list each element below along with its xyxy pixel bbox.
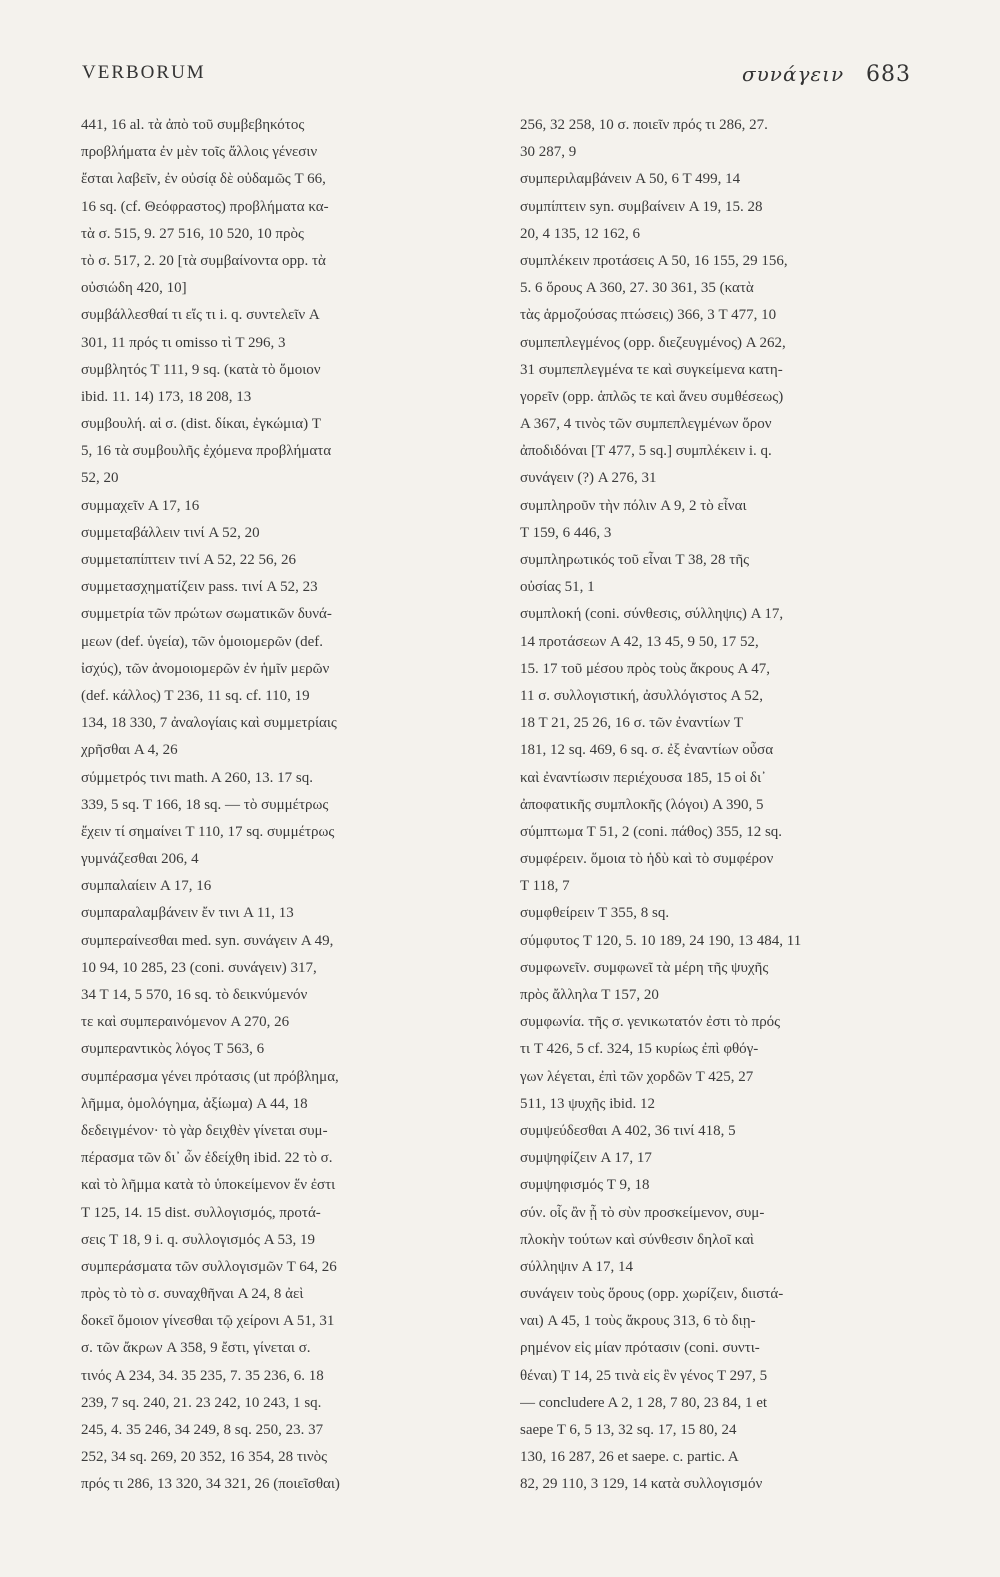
text-line: τὰ σ. 515, 9. 27 516, 10 520, 10 πρὸς <box>81 225 304 242</box>
text-line: 181, 12 sq. 469, 6 sq. σ. ἐξ ἐναντίων οὖσα <box>520 742 774 759</box>
text-line: 52, 20 <box>81 470 119 487</box>
text-line: συμπεριλαμβάνειν A 50, 6 T 499, 14 <box>520 171 741 188</box>
text-line: T 159, 6 446, 3 <box>520 524 612 541</box>
text-line: 10 94, 10 285, 23 (coni. συνάγειν) 317, <box>81 959 317 976</box>
text-line: συμμεταβάλλειν τινί A 52, 20 <box>81 524 260 541</box>
text-line: σύν. οἷς ἂν ᾖ τὸ σὺν προσκείμενον, συμ- <box>520 1204 765 1221</box>
text-line: 15. 17 τοῦ μέσου πρὸς τοὺς ἄκρους A 47, <box>520 660 770 677</box>
text-line: γυμνάζεσθαι 206, 4 <box>81 851 199 868</box>
text-line: ἔχειν τί σημαίνει T 110, 17 sq. συμμέτρως <box>81 823 335 840</box>
text-line: saepe T 6, 5 13, 32 sq. 17, 15 80, 24 <box>520 1422 737 1438</box>
text-line: σύμμετρός τινι math. A 260, 13. 17 sq. <box>81 769 313 786</box>
right-column <box>520 112 935 1499</box>
text-line: 245, 4. 35 246, 34 249, 8 sq. 250, 23. 37 <box>81 1422 324 1438</box>
text-line: 134, 18 330, 7 ἀναλογίαις καὶ συμμετρίαις <box>81 715 337 732</box>
text-line: τε καὶ συμπεραινόμενον A 270, 26 <box>81 1014 290 1031</box>
text-line: γορεῖν (opp. ἁπλῶς τε καὶ ἄνευ συμθέσεως) <box>520 388 784 405</box>
text-line: ἰσχύς), τῶν ἀνομοιομερῶν ἐν ἡμῖν μερῶν <box>81 660 330 677</box>
text-line: συμφωνεῖν. συμφωνεῖ τὰ μέρη τῆς ψυχῆς <box>520 959 769 976</box>
text-line: λῆμμα, ὁμολόγημα, ἀξίωμα) A 44, 18 <box>81 1095 308 1112</box>
text-line: δεδειγμένον· τὸ γὰρ δειχθὲν γίνεται συμ- <box>81 1122 328 1139</box>
text-line: πλοκὴν τούτων καὶ σύνθεσιν δηλοῖ καὶ <box>520 1231 754 1248</box>
text-line: ρημένον εἰς μίαν πρότασιν (coni. συντι- <box>520 1340 760 1357</box>
text-line: συμμετρία τῶν πρώτων σωματικῶν δυνά- <box>81 606 332 623</box>
text-line: τὸ σ. 517, 2. 20 [τὰ συμβαίνοντα opp. τὰ <box>81 252 326 269</box>
text-line: πρός τι 286, 13 320, 34 321, 26 (ποιεῖσθαι) <box>81 1476 340 1493</box>
text-line: ibid. 11. 14) 173, 18 208, 13 <box>81 388 252 405</box>
text-line: συμφέρειν. ὅμοια τὸ ἡδὺ καὶ τὸ συμφέρον <box>520 851 774 868</box>
text-line: 5, 16 τὰ συμβουλῆς ἐχόμενα προβλήματα <box>81 443 332 460</box>
text-line: 256, 32 258, 10 σ. ποιεῖν πρός τι 286, 27. <box>520 117 768 133</box>
text-line: 339, 5 sq. T 166, 18 sq. — τὸ συμμέτρως <box>81 796 329 813</box>
text-line: T 118, 7 <box>520 878 570 895</box>
text-line: καὶ ἐναντίωσιν περιέχουσα 185, 15 οἱ δι᾽ <box>520 769 767 786</box>
text-line: (def. κάλλος) T 236, 11 sq. cf. 110, 19 <box>81 687 310 704</box>
text-line: σύλληψιν A 17, 14 <box>520 1258 633 1275</box>
text-line: συμφθείρειν T 355, 8 sq. <box>520 905 670 922</box>
left-column <box>81 112 496 1499</box>
text-line: συμπαραλαμβάνειν ἔν τινι A 11, 13 <box>81 905 294 922</box>
text-line: συμπεράσματα τῶν συλλογισμῶν T 64, 26 <box>81 1258 337 1275</box>
text-line: συμπληροῦν τὴν πόλιν A 9, 2 τὸ εἶναι <box>520 497 747 514</box>
text-line: πρὸς ἄλληλα T 157, 20 <box>520 987 659 1003</box>
text-line: τινός A 234, 34. 35 235, 7. 35 236, 6. 18 <box>81 1367 324 1384</box>
text-line: — concludere A 2, 1 28, 7 80, 23 84, 1 et <box>520 1394 768 1411</box>
text-line: συμπλοκή (coni. σύνθεσις, σύλληψις) A 17, <box>520 606 784 623</box>
header-keyword: συνάγειν <box>742 62 845 86</box>
text-line: προβλήματα ἐν μὲν τοῖς ἄλλοις γένεσιν <box>81 144 318 161</box>
text-line: χρῆσθαι A 4, 26 <box>81 742 178 759</box>
text-line: γων λέγεται, ἐπὶ τῶν χορδῶν T 425, 27 <box>520 1068 754 1085</box>
text-line: A 367, 4 τινὸς τῶν συμπεπλεγμένων ὅρον <box>520 416 772 433</box>
text-line: συμφωνία. τῆς σ. γενικωτατόν ἐστι τὸ πρός <box>520 1014 781 1031</box>
text-line: 5. 6 ὅρους A 360, 27. 30 361, 35 (κατὰ <box>520 280 754 297</box>
text-line: συμβλητός T 111, 9 sq. (κατὰ τὸ ὅμοιον <box>81 361 321 378</box>
text-line: σύμπτωμα T 51, 2 (coni. πάθος) 355, 12 sq. <box>520 823 783 840</box>
text-line: 301, 11 πρός τι omisso τὶ T 296, 3 <box>81 334 286 351</box>
text-line: δοκεῖ ὅμοιον γίνεσθαι τῷ χείρονι A 51, 31 <box>81 1313 335 1330</box>
text-line: συμπαλαίειν A 17, 16 <box>81 878 212 895</box>
text-line: συμπίπτειν syn. συμβαίνειν A 19, 15. 28 <box>520 198 763 215</box>
text-line: πρὸς τὸ τὸ σ. συναχθῆναι A 24, 8 ἀεὶ <box>81 1286 304 1303</box>
text-line: 34 T 14, 5 570, 16 sq. τὸ δεικνύμενόν <box>81 987 308 1003</box>
text-line: συμψηφίζειν A 17, 17 <box>520 1150 652 1167</box>
text-line: συμβουλή. αἱ σ. (dist. δίκαι, ἐγκώμια) T <box>81 416 321 433</box>
text-line: οὐσίας 51, 1 <box>520 579 595 596</box>
text-line: 30 287, 9 <box>520 144 577 161</box>
text-line: μεων (def. ὑγεία), τῶν ὁμοιομερῶν (def. <box>81 633 324 650</box>
text-line: θέναι) T 14, 25 τινὰ εἰς ἓν γένος T 297, 5 <box>520 1367 768 1384</box>
text-line: ἔσται λαβεῖν, ἐν οὐσίᾳ δὲ οὐδαμῶς T 66, <box>81 171 326 188</box>
text-line: 511, 13 ψυχῆς ibid. 12 <box>520 1095 656 1112</box>
text-line: καὶ τὸ λῆμμα κατὰ τὸ ὑποκείμενον ἕν ἐστι <box>81 1177 336 1194</box>
text-line: συμψεύδεσθαι A 402, 36 τινί 418, 5 <box>520 1122 736 1139</box>
text-line: συμπεραντικὸς λόγος T 563, 6 <box>81 1041 265 1058</box>
text-line: συμπεπλεγμένος (opp. διεζευγμένος) A 262, <box>520 334 786 351</box>
text-line: σ. τῶν ἄκρων A 358, 9 ἔστι, γίνεται σ. <box>81 1340 311 1357</box>
text-line: συμβάλλεσθαί τι εἴς τι i. q. συντελεῖν A <box>81 307 320 324</box>
text-line: 441, 16 al. τὰ ἀπὸ τοῦ συμβεβηκότος <box>81 117 305 133</box>
text-line: συνάγειν (?) A 276, 31 <box>520 470 657 487</box>
text-line: T 125, 14. 15 dist. συλλογισμός, προτά- <box>81 1204 321 1221</box>
running-header: VERBORUM <box>82 62 206 83</box>
text-line: 31 συμπεπλεγμένα τε καὶ συγκείμενα κατη- <box>520 361 783 378</box>
text-line: συμπεραίνεσθαι med. syn. συνάγειν A 49, <box>81 932 334 949</box>
text-line: οὐσιώδη 420, 10] <box>81 280 187 297</box>
text-line: 82, 29 110, 3 129, 14 κατὰ συλλογισμόν <box>520 1476 763 1493</box>
text-line: πέρασμα τῶν δι᾽ ὧν ἐδείχθη ibid. 22 τὸ σ. <box>81 1150 333 1167</box>
text-line: ἀποδιδόναι [T 477, 5 sq.] συμπλέκειν i. q. <box>520 443 772 460</box>
text-line: συμπληρωτικός τοῦ εἶναι T 38, 28 τῆς <box>520 552 750 568</box>
text-line: σεις T 18, 9 i. q. συλλογισμός A 53, 19 <box>81 1231 315 1248</box>
text-line: 18 T 21, 25 26, 16 σ. τῶν ἐναντίων T <box>520 715 743 732</box>
text-line: 16 sq. (cf. Θεόφραστος) προβλήματα κα- <box>81 198 329 215</box>
text-line: 239, 7 sq. 240, 21. 23 242, 10 243, 1 sq. <box>81 1394 322 1411</box>
text-line: συνάγειν τοὺς ὅρους (opp. χωρίζειν, διιστά- <box>520 1286 784 1303</box>
text-line: 14 προτάσεων A 42, 13 45, 9 50, 17 52, <box>520 633 759 650</box>
text-line: σύμφυτος T 120, 5. 10 189, 24 190, 13 484, 11 <box>520 932 802 949</box>
page-number: 683 <box>866 62 911 87</box>
text-line: τι T 426, 5 cf. 324, 15 κυρίως ἐπὶ φθόγ- <box>520 1041 759 1058</box>
text-line: συμψηφισμός T 9, 18 <box>520 1177 650 1194</box>
text-line: συμπέρασμα γένει πρότασις (ut πρόβλημα, <box>81 1068 339 1085</box>
text-line: ἀποφατικῆς συμπλοκῆς (λόγοι) A 390, 5 <box>520 796 764 813</box>
text-line: 130, 16 287, 26 et saepe. c. partic. A <box>520 1449 739 1466</box>
text-line: 20, 4 135, 12 162, 6 <box>520 225 640 242</box>
text-line: 11 σ. συλλογιστική, ἀσυλλόγιστος A 52, <box>520 687 763 704</box>
text-line: 252, 34 sq. 269, 20 352, 16 354, 28 τινὸς <box>81 1449 328 1466</box>
text-line: συμμετασχηματίζειν pass. τινί A 52, 23 <box>81 579 318 596</box>
text-line: συμμαχεῖν A 17, 16 <box>81 497 200 514</box>
text-line: ναι) A 45, 1 τοὺς ἄκρους 313, 6 τὸ διῃ- <box>520 1313 756 1330</box>
text-line: συμμεταπίπτειν τινί A 52, 22 56, 26 <box>81 552 296 568</box>
text-line: συμπλέκειν προτάσεις A 50, 16 155, 29 156, <box>520 252 788 269</box>
text-line: τὰς ἁρμοζούσας πτώσεις) 366, 3 T 477, 10 <box>520 307 777 324</box>
